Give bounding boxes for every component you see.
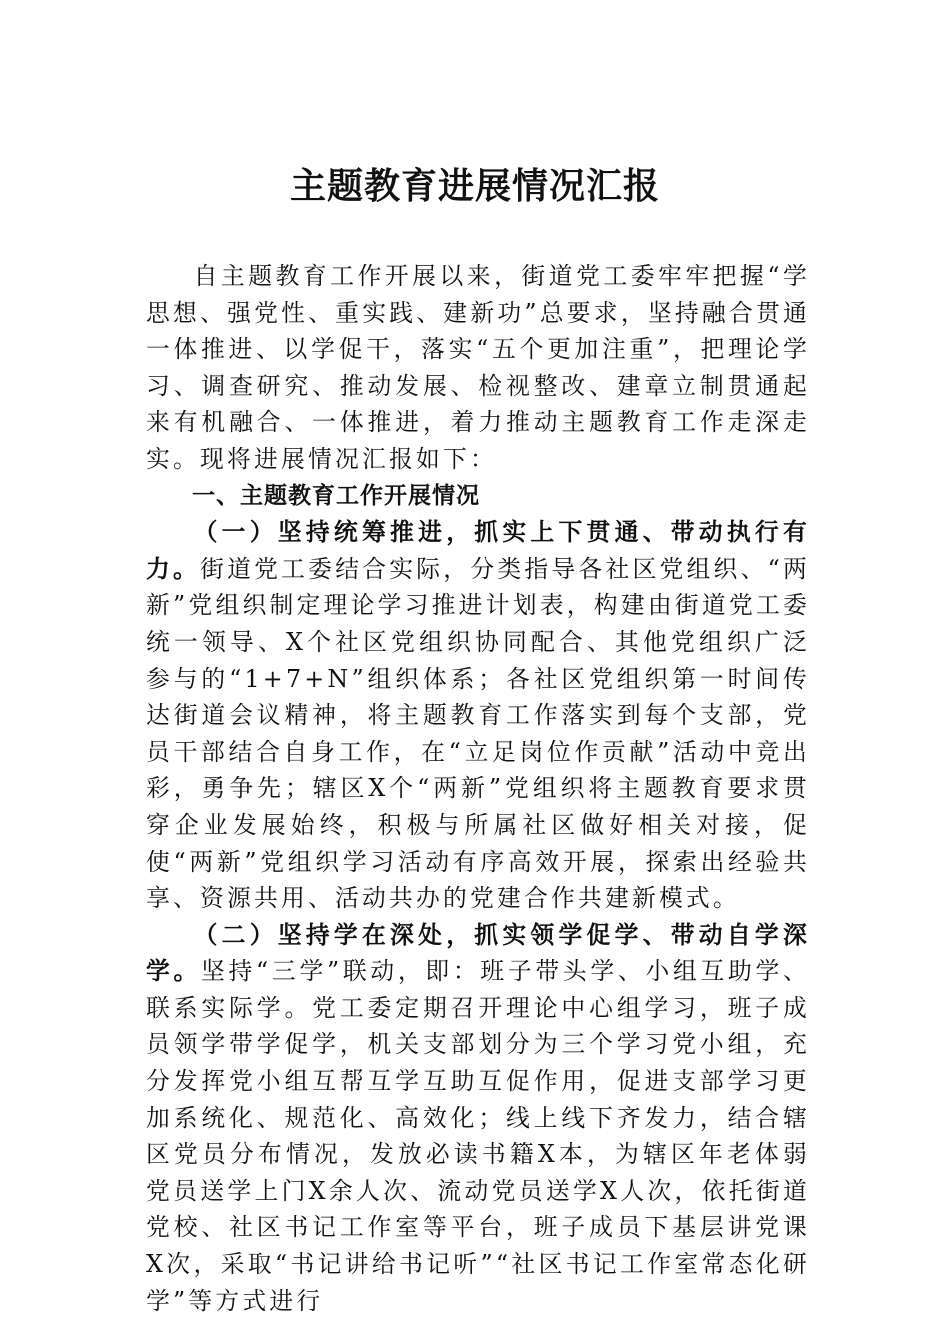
section-heading: 一、主题教育工作开展情况 [192, 482, 480, 509]
subsection-1-text: 街道党工委结合实际，分类指导各社区党组织、“两新”党组织制定理论学习推进计划表，构建由街道党工委统一领导、X个社区党组织协同配合、其他党组织广泛参与的“1+7+N”组织体系；各社区党组织第一时间传达街道会议精神，将主题教育工作落实到每个支部，党员干部结合自身工作，在“立足岗位作贡献”活动中竞出彩，勇争先；辖区X个“两新”党组织将主题教育要求贯穿企业发展始终，积极与所属社区做好相关对接，促使“两新”党组织学习活动有序高效开展，探索出经验共享、资源共用、活动共办的党建合作共建新模式。 [146, 554, 811, 913]
document-body [146, 258, 810, 1319]
subsection-1-title: （一）坚持统筹推进，抓实上下贯通、带动执行有力。 [146, 518, 810, 583]
subsection-2-paragraph [146, 917, 810, 1320]
subsection-2-text: 坚持“三学”联动，即：班子带头学、小组互助学、联系实际学。党工委定期召开理论中心组学习，班子成员领学带学促学，机关支部划分为三个学习党小组，充分发挥党小组互帮互学互助互促作用，促进支部学习更加系统化、规范化、高效化；线上线下齐发力，结合辖区党员分布情况，发放必读书籍X本，为辖区年老体弱党员送学上门X余人次、流动党员送学X人次，依托街道党校、社区书记工作室等平台，班子成员下基层讲党课X次，采取“书记讲给书记听”“社区书记工作室常态化研学”等方式进行 [146, 957, 810, 1315]
document-title: 主题教育进展情况汇报 [289, 165, 660, 207]
subsection-2-title: （二）坚持学在深处，抓实领学促学、带动自学深学。 [146, 920, 810, 986]
intro-paragraph: 自主题教育工作开展以来，街道党工委牢牢把握“学思想、强党性、重实践、建新功”总要求，坚持融合贯通一体推进、以学促干，落实“五个更加注重”，把理论学习、调查研究、推动发展、检视整改、建章立制贯通起来有机融合、一体推进，着力推动主题教育工作走深走实。现将进展情况汇报如下： [146, 262, 810, 473]
subsection-1-paragraph [146, 514, 810, 917]
